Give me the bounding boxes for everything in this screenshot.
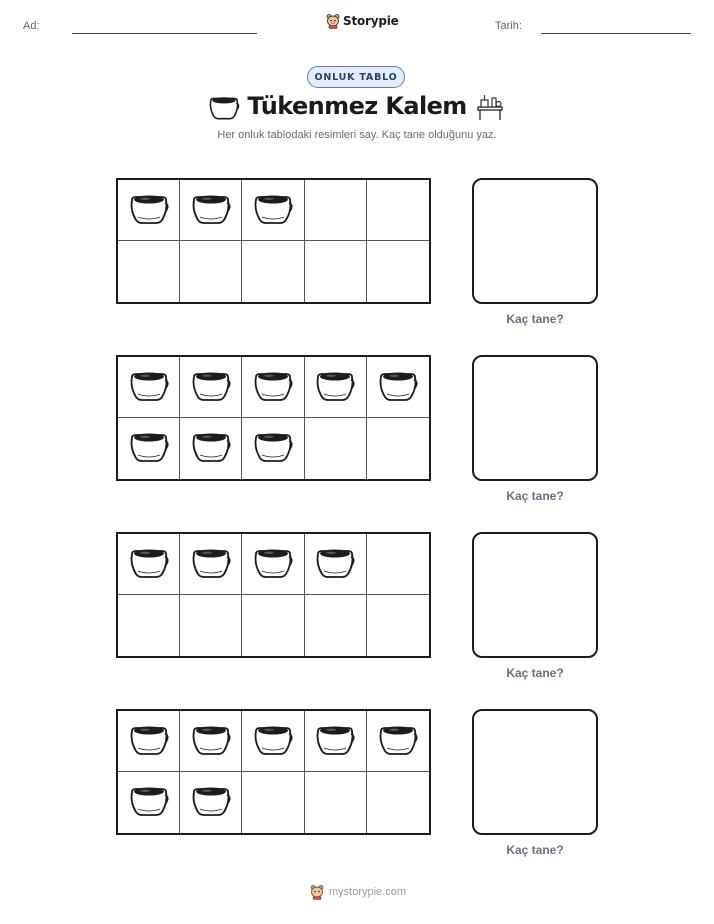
ten-frame-3 <box>116 532 431 658</box>
question-label-2: Kaç tane? <box>506 489 564 503</box>
ink-pot-icon <box>129 428 169 469</box>
ten-frame-cell <box>180 711 242 772</box>
ten-frame-cell <box>367 180 429 241</box>
ten-frame-cell <box>367 595 429 656</box>
ten-frame-cell <box>367 241 429 302</box>
ten-frame-cell <box>305 772 367 833</box>
ten-frame-cell <box>305 357 367 418</box>
ten-frame-cell <box>242 772 304 833</box>
ten-frame-cell <box>305 180 367 241</box>
ten-frame-cell <box>180 772 242 833</box>
ten-frame-cell <box>367 418 429 479</box>
ink-pot-icon <box>253 190 293 231</box>
ink-pot-icon <box>129 721 169 762</box>
ten-frame-cell <box>305 241 367 302</box>
ten-frame-cell <box>242 418 304 479</box>
ten-frame-cell <box>242 595 304 656</box>
ten-frame-cell <box>180 180 242 241</box>
ten-frame-cell <box>367 534 429 595</box>
ten-frame-cell <box>118 180 180 241</box>
ten-frame-cell <box>242 180 304 241</box>
ink-pot-icon <box>253 367 293 408</box>
footer-url: mystorypie.com <box>329 886 407 898</box>
ten-frame-cell <box>180 534 242 595</box>
ink-pot-icon <box>253 544 293 585</box>
ten-frame-cell <box>180 418 242 479</box>
ink-pot-icon <box>378 721 418 762</box>
ink-pot-icon <box>253 721 293 762</box>
ten-frame-cell <box>242 241 304 302</box>
ten-frame-cell <box>305 418 367 479</box>
name-line[interactable] <box>72 33 257 34</box>
ink-pot-icon <box>129 367 169 408</box>
answer-box-3[interactable] <box>472 532 598 658</box>
ten-frame-cell <box>118 241 180 302</box>
question-label-4: Kaç tane? <box>506 843 564 857</box>
ink-pot-icon <box>315 721 355 762</box>
ten-frame-cell <box>367 772 429 833</box>
date-label: Tarih: <box>495 20 522 32</box>
ink-pot-icon <box>129 190 169 231</box>
ten-frame-cell <box>242 711 304 772</box>
ten-frame-cell <box>180 241 242 302</box>
ten-frame-cell <box>305 711 367 772</box>
ten-frame-cell <box>118 534 180 595</box>
ink-pot-icon <box>191 367 231 408</box>
ten-frame-2 <box>116 355 431 481</box>
ink-pot-icon <box>315 544 355 585</box>
ten-frame-cell <box>305 595 367 656</box>
ink-pot-icon <box>191 782 231 823</box>
ink-pot-icon <box>191 428 231 469</box>
ten-frame-cell <box>180 595 242 656</box>
answer-box-1[interactable] <box>472 178 598 304</box>
ink-pot-icon <box>191 544 231 585</box>
instructions: Her onluk tablodaki resimleri say. Kaç tane olduğunu yaz. <box>217 129 497 141</box>
ten-frame-cell <box>180 357 242 418</box>
ink-pot-icon <box>191 721 231 762</box>
ten-frame-4 <box>116 709 431 835</box>
answer-box-4[interactable] <box>472 709 598 835</box>
ink-pot-icon <box>253 428 293 469</box>
question-label-3: Kaç tane? <box>506 666 564 680</box>
ten-frame-1 <box>116 178 431 304</box>
bear-mascot-icon <box>310 884 324 900</box>
date-line[interactable] <box>541 33 691 34</box>
desk-icon <box>475 92 505 122</box>
ink-pot-icon <box>315 367 355 408</box>
ten-frame-cell <box>118 357 180 418</box>
category-badge: ONLUK TABLO <box>307 66 405 88</box>
ten-frame-cell <box>242 534 304 595</box>
answer-box-2[interactable] <box>472 355 598 481</box>
ten-frame-cell <box>367 357 429 418</box>
brand-name: Storypie <box>343 14 399 28</box>
ink-pot-icon <box>191 190 231 231</box>
ten-frame-cell <box>118 772 180 833</box>
ten-frame-cell <box>242 357 304 418</box>
ten-frame-cell <box>118 711 180 772</box>
ten-frame-cell <box>305 534 367 595</box>
question-label-1: Kaç tane? <box>506 312 564 326</box>
ink-pot-icon <box>208 93 240 121</box>
ten-frame-cell <box>367 711 429 772</box>
ink-pot-icon <box>129 544 169 585</box>
page-title: Tükenmez Kalem <box>247 92 467 120</box>
ink-pot-icon <box>378 367 418 408</box>
footer <box>310 884 406 900</box>
ten-frame-cell <box>118 595 180 656</box>
ink-pot-icon <box>129 782 169 823</box>
bear-mascot-icon <box>326 13 340 29</box>
ten-frame-cell <box>118 418 180 479</box>
name-label: Ad: <box>23 20 40 32</box>
brand-logo <box>326 13 399 29</box>
